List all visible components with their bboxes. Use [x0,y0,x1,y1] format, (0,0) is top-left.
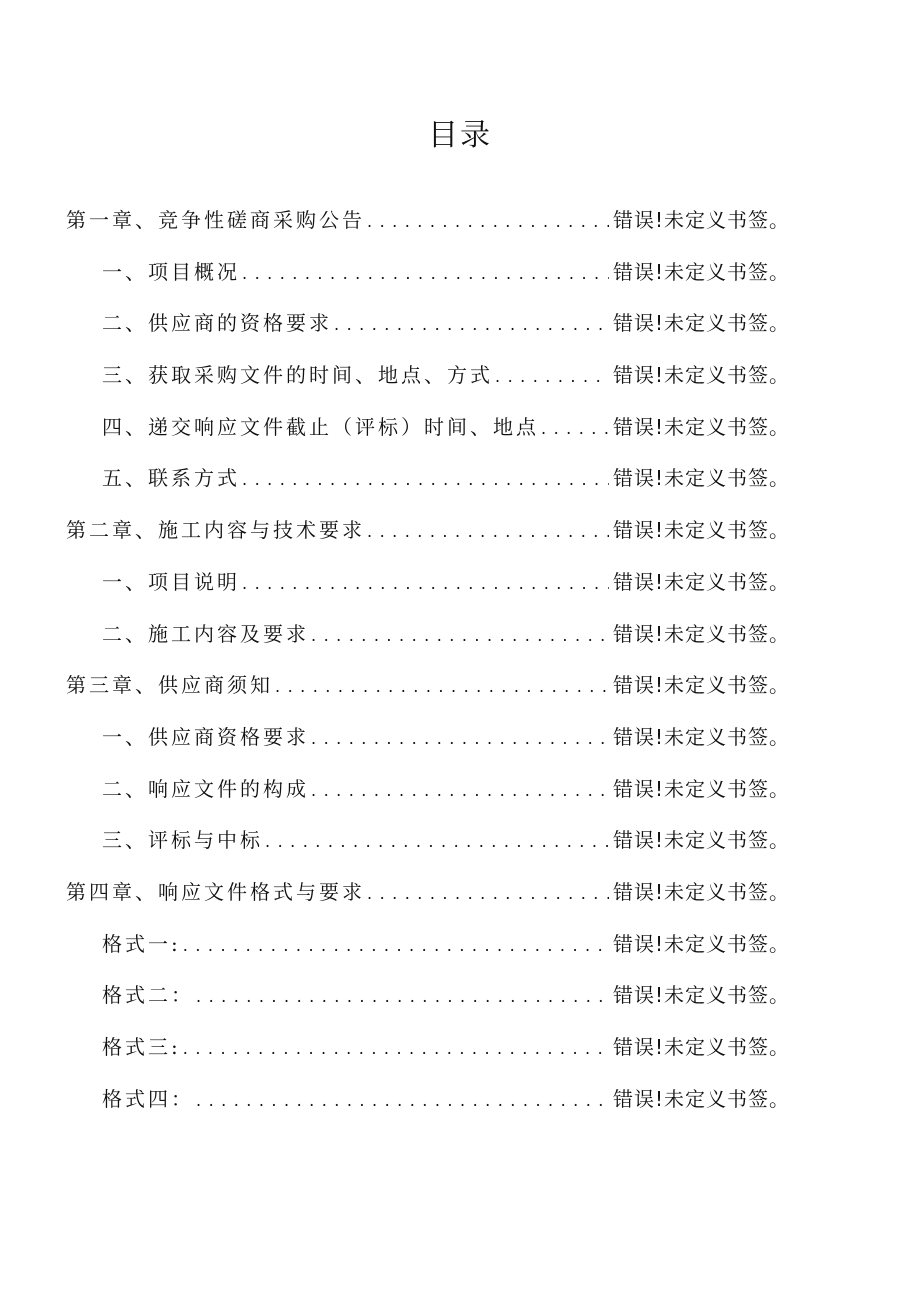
toc-dot-leader [367,206,609,236]
toc-dot-leader [196,1085,609,1115]
toc-entry-title: 三、评标与中标 [102,828,263,853]
toc-dot-leader [334,309,609,339]
toc-entry-page: 错误!未定义书签。 [612,983,790,1008]
toc-dot-leader [311,723,609,753]
toc-dot-leader [242,568,609,598]
toc-dot-leader [311,620,609,650]
toc-entry-title: 一、项目概况 [102,259,240,284]
toc-entry-title: 二、施工内容及要求 [102,621,309,646]
toc-entry-title: 五、联系方式 [102,466,240,491]
toc-dot-leader [275,671,609,701]
toc-entry[interactable] [66,723,790,775]
toc-entry[interactable] [66,1085,790,1137]
toc-entry-page: 错误!未定义书签。 [612,466,790,491]
toc-entry-page: 错误!未定义书签。 [612,363,790,388]
toc-entry-title: 四、递交响应文件截止（评标）时间、地点 [102,414,539,439]
toc-entry-page: 错误!未定义书签。 [612,518,790,543]
toc-entry-page: 错误!未定义书签。 [612,1035,790,1059]
toc-entry-title: 格式一: [102,931,181,956]
toc-entry[interactable] [66,981,790,1033]
toc-entry-page: 错误!未定义书签。 [612,208,790,232]
table-of-contents [66,206,790,1136]
toc-dot-leader [196,981,609,1011]
toc-entry[interactable] [66,620,790,672]
toc-entry-page: 错误!未定义书签。 [612,931,790,956]
toc-entry-page: 错误!未定义书签。 [612,776,790,801]
toc-dot-leader [367,516,609,546]
toc-entry[interactable] [66,309,790,361]
toc-entry-title: 格式三: [102,1035,181,1059]
toc-dot-leader [242,258,609,288]
toc-entry[interactable] [66,361,790,413]
toc-entry-title: 第二章、施工内容与技术要求 [66,518,365,543]
toc-entry[interactable] [66,775,790,827]
toc-entry-title: 三、获取采购文件的时间、地点、方式 [102,363,493,388]
toc-entry-page: 错误!未定义书签。 [612,673,790,698]
toc-entry-page: 错误!未定义书签。 [612,879,790,904]
toc-entry[interactable] [66,258,790,310]
toc-entry-page: 错误!未定义书签。 [612,828,790,853]
toc-dot-leader [242,464,609,494]
toc-entry-page: 错误!未定义书签。 [612,621,790,646]
toc-entry-page: 错误!未定义书签。 [612,259,790,284]
toc-entry-title: 二、供应商的资格要求 [102,311,332,336]
toc-dot-leader [183,1033,609,1063]
toc-entry-page: 错误!未定义书签。 [612,569,790,594]
toc-dot-leader [311,775,609,805]
toc-entry-title: 第三章、供应商须知 [66,673,273,698]
toc-entry-title: 格式二： [102,983,194,1008]
toc-dot-leader [183,930,609,960]
toc-entry[interactable] [66,930,790,982]
toc-entry[interactable] [66,516,790,568]
toc-entry[interactable] [66,413,790,465]
toc-entry-title: 二、响应文件的构成 [102,776,309,801]
toc-entry[interactable] [66,206,790,258]
toc-entry[interactable] [66,826,790,878]
toc-entry-title: 格式四： [102,1086,194,1111]
toc-dot-leader [541,413,609,443]
toc-entry-page: 错误!未定义书签。 [612,724,790,749]
page-title: 目录 [428,118,492,153]
toc-entry-title: 第四章、响应文件格式与要求 [66,879,365,904]
toc-dot-leader [367,878,609,908]
toc-entry-page: 错误!未定义书签。 [612,1086,790,1111]
toc-dot-leader [265,826,609,856]
toc-entry[interactable] [66,568,790,620]
toc-entry[interactable] [66,878,790,930]
toc-entry-page: 错误!未定义书签。 [612,414,790,439]
toc-entry-title: 第一章、竞争性磋商采购公告 [66,208,365,232]
toc-entry[interactable] [66,1033,790,1085]
toc-entry[interactable] [66,464,790,516]
toc-entry-page: 错误!未定义书签。 [612,311,790,336]
toc-entry-title: 一、项目说明 [102,569,240,594]
toc-entry-title: 一、供应商资格要求 [102,724,309,749]
toc-dot-leader [495,361,609,391]
toc-entry[interactable] [66,671,790,723]
